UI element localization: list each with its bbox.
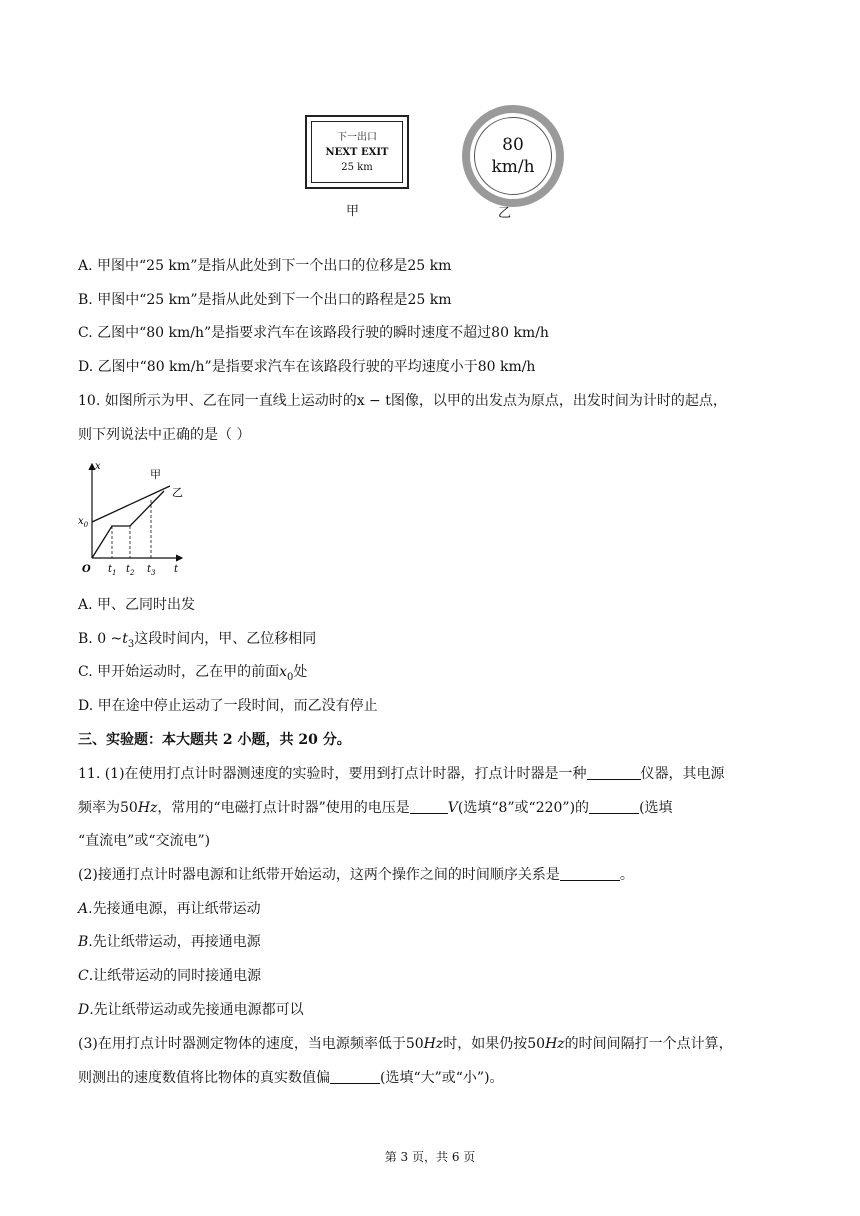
q11-p2-option-c bbox=[78, 966, 261, 986]
speed-limit-sign bbox=[462, 105, 564, 207]
q11-p1-line2-a: 频率为50 bbox=[78, 800, 138, 816]
q11-p1-line1-b: 仪器，其电源 bbox=[640, 766, 725, 782]
q11-p2-option-b bbox=[78, 932, 261, 952]
q11-p2-d-letter: D bbox=[78, 1002, 90, 1018]
q10-option-c-var: x bbox=[279, 664, 288, 680]
q11-p2-d-text: .先让纸带运动或先接通电源都可以 bbox=[89, 1002, 304, 1018]
blank-voltage[interactable] bbox=[410, 799, 448, 814]
q10-option-b-pre: B. 0 ~ bbox=[78, 631, 123, 647]
q10-option-c-pre: C. 甲开始运动时，乙在甲的前面 bbox=[78, 664, 280, 680]
q11-p1-line1 bbox=[78, 764, 725, 784]
blank-current-type[interactable] bbox=[589, 799, 639, 814]
q11-p3-line2-b: (选填“大”或“小”)。 bbox=[380, 1070, 504, 1086]
page-footer: 第 3 页，共 6 页 bbox=[384, 1150, 476, 1164]
q11-p2-b-text: .先让纸带运动，再接通电源 bbox=[88, 934, 261, 950]
t-axis-label: t bbox=[174, 564, 179, 575]
blank-instrument[interactable] bbox=[587, 765, 641, 780]
t3-label: $t_3$ bbox=[147, 564, 156, 577]
speed-limit-value: 80 bbox=[502, 135, 524, 155]
jia-label: 甲 bbox=[150, 468, 161, 481]
section3-heading: 三、实验题：本大题共 2 小题，共 20 分。 bbox=[78, 732, 351, 748]
speed-limit-unit: km/h bbox=[491, 157, 535, 177]
q10-option-c-sub: 0 bbox=[287, 671, 294, 683]
q11-p2-a-text: .先接通电源，再让纸带运动 bbox=[88, 901, 261, 917]
q9-option-c: C. 乙图中“80 km/h”是指要求汽车在该路段行驶的瞬时速度不超过80 km/h bbox=[78, 325, 549, 341]
speed-limit-inner bbox=[474, 117, 552, 195]
q11-p3-line1-c: 的时间间隔打一个点计算， bbox=[564, 1036, 733, 1052]
q10-option-c-post: 处 bbox=[293, 664, 308, 680]
q11-p2-b-letter: B bbox=[78, 934, 89, 950]
blank-bias[interactable] bbox=[330, 1069, 380, 1084]
q9-option-b: B. 甲图中“25 km”是指从此处到下一个出口的路程是25 km bbox=[78, 292, 452, 308]
q11-p3-hz2: Hz bbox=[545, 1036, 565, 1052]
q10-option-b-sub: 3 bbox=[127, 638, 135, 650]
q11-p3-line1 bbox=[78, 1034, 733, 1054]
q11-p1-line3: “直流电”或“交流电”) bbox=[78, 833, 211, 849]
q11-p1-line1-a: 11. (1)在使用打点计时器测速度的实验时，要用到打点计时器，打点计时器是一种 bbox=[78, 766, 587, 782]
q11-p2-stem-a: (2)接通打点计时器电源和让纸带开始运动，这两个操作之间的时间顺序关系是 bbox=[78, 867, 560, 883]
xt-graph bbox=[76, 458, 196, 580]
jia-line bbox=[92, 491, 164, 558]
q11-p1-line2-b: ，常用的“电磁打点计时器”使用的电压是 bbox=[157, 800, 410, 816]
exit-sign-line2: NEXT EXIT bbox=[325, 146, 389, 158]
blank-order[interactable] bbox=[560, 866, 620, 881]
q10-stem-line1: 10. 如图所示为甲、乙在同一直线上运动时的x − t图像，以甲的出发点为原点，出发时间为计时的起点， bbox=[78, 393, 727, 409]
caption-jia: 甲 bbox=[346, 204, 360, 219]
caption-yi: 乙 bbox=[498, 206, 512, 221]
q11-p2-option-d bbox=[78, 1000, 304, 1020]
q11-p2-option-a bbox=[78, 899, 261, 919]
x-axis-label: x bbox=[95, 461, 101, 472]
x0-label: $x_0$ bbox=[78, 516, 89, 529]
q11-p1-line2-hz: Hz bbox=[137, 800, 158, 816]
q9-option-d: D. 乙图中“80 km/h”是指要求汽车在该路段行驶的平均速度小于80 km/h bbox=[78, 359, 536, 375]
q11-p2-stem-b: 。 bbox=[619, 867, 634, 883]
exit-sign-line1: 下一出口 bbox=[337, 131, 377, 143]
q10-option-c bbox=[78, 662, 307, 688]
exit-sign bbox=[305, 115, 409, 189]
q10-option-a: A. 甲、乙同时出发 bbox=[78, 597, 196, 613]
q11-p1-line2 bbox=[78, 798, 673, 818]
q11-p2-c-text: .让纸带运动的同时接通电源 bbox=[88, 968, 262, 984]
q11-p1-line2-v: V bbox=[447, 800, 458, 816]
exit-sign-line3: 25 km bbox=[341, 161, 373, 173]
q11-p3-line1-a: (3)在用打点计时器测定物体的速度，当电源频率低于50 bbox=[78, 1036, 424, 1052]
q11-p1-line2-c: (选填“8”或“220”)的 bbox=[457, 800, 590, 816]
yi-label: 乙 bbox=[172, 486, 183, 499]
q11-p3-line1-b: 时，如果仍按50 bbox=[443, 1036, 546, 1052]
q10-stem-line2: 则下列说法中正确的是（ ） bbox=[78, 427, 251, 443]
q11-p3-hz1: Hz bbox=[423, 1036, 444, 1052]
q10-option-b-var: t bbox=[122, 631, 128, 647]
q11-p2-c-letter: C bbox=[78, 968, 89, 984]
origin-label: O bbox=[82, 564, 91, 575]
q10-option-b bbox=[78, 629, 316, 655]
q11-p1-line2-d: (选填 bbox=[639, 800, 673, 816]
q9-option-a: A. 甲图中“25 km”是指从此处到下一个出口的位移是25 km bbox=[78, 258, 452, 274]
q11-p3-line2-a: 则测出的速度数值将比物体的真实数值偏 bbox=[78, 1070, 330, 1086]
yi-line bbox=[92, 486, 170, 522]
q11-p2-stem bbox=[78, 865, 634, 885]
q11-p3-line2 bbox=[78, 1068, 504, 1088]
q11-p2-a-letter: A bbox=[78, 901, 89, 917]
q10-option-d: D. 甲在途中停止运动了一段时间，而乙没有停止 bbox=[78, 698, 378, 714]
exit-sign-inner bbox=[311, 121, 403, 183]
q10-option-b-post: 这段时间内，甲、乙位移相同 bbox=[134, 631, 317, 647]
t2-label: $t_2$ bbox=[126, 564, 135, 577]
t1-label: $t_1$ bbox=[108, 564, 117, 577]
